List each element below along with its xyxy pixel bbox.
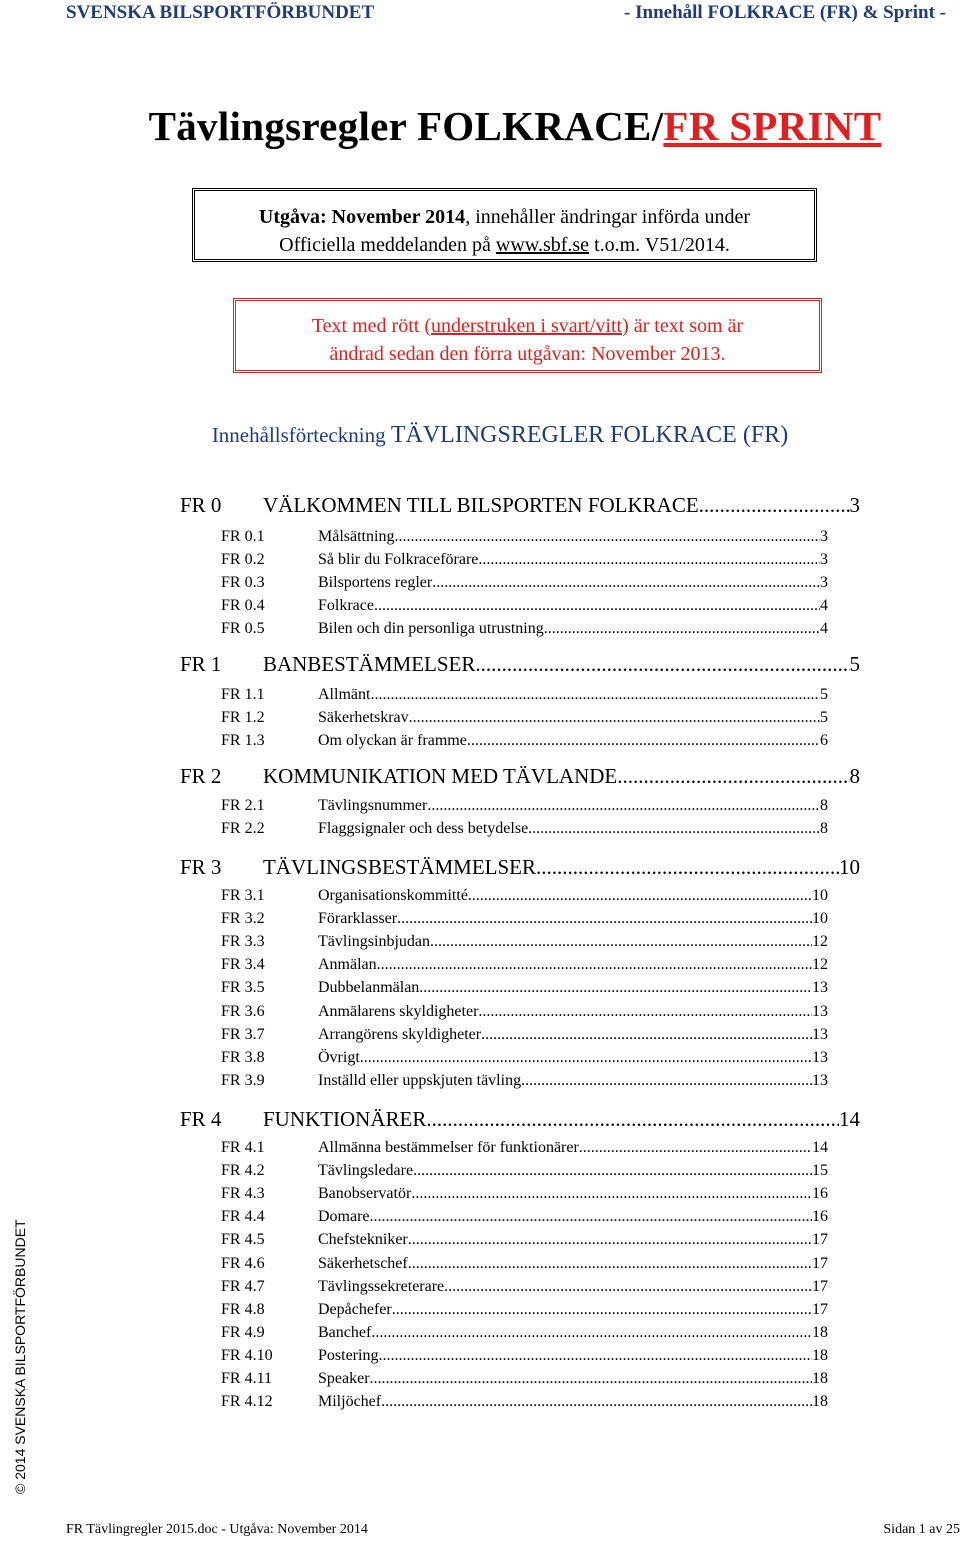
toc-subsection-page: 18	[812, 1346, 828, 1364]
toc-subsection-page: 13	[812, 1048, 828, 1066]
toc-section-title: BANBESTÄMMELSER	[263, 652, 476, 676]
toc-subsection[interactable]	[221, 933, 828, 955]
toc-subsection-title: Anmälarens skyldigheter	[318, 1002, 479, 1020]
toc-leader-dots	[468, 887, 812, 905]
toc-subsection[interactable]	[221, 1370, 828, 1392]
toc-subsection-number: FR 4.4	[221, 1208, 265, 1226]
toc-subsection-page: 18	[812, 1393, 828, 1411]
toc-subsection-title-row	[318, 1026, 828, 1044]
toc-subsection-title: Banobservatör	[318, 1185, 412, 1203]
toc-subsection-page: 18	[812, 1370, 828, 1387]
toc-subsection-number: FR 3.9	[221, 1071, 265, 1089]
toc-subsection-page: 17	[812, 1254, 828, 1272]
toc-subsection[interactable]	[221, 709, 828, 731]
toc-subsection-title: Tävlingsnummer	[318, 797, 428, 814]
toc-subsection[interactable]	[221, 1162, 828, 1184]
toc-subsection-number: FR 1.1	[221, 686, 265, 703]
toc-subsection[interactable]	[221, 1185, 828, 1207]
toc-subsection-title: Miljöchef	[318, 1393, 382, 1411]
toc-subsection[interactable]	[221, 1003, 828, 1025]
toc-subsection-title: Chefstekniker	[318, 1231, 408, 1249]
toc-subsection[interactable]	[221, 1278, 828, 1300]
toc-subsection-title: Målsättning	[318, 528, 395, 545]
toc-subsection-page: 3	[820, 551, 828, 569]
toc-section-1[interactable]	[180, 652, 860, 680]
toc-leader-dots	[378, 1347, 812, 1365]
toc-subsection-page: 16	[812, 1208, 828, 1226]
toc-subsection-number: FR 4.1	[221, 1139, 265, 1156]
toc-subsection-page: 4	[820, 620, 828, 638]
toc-subsection-page: 10	[812, 887, 828, 904]
toc-subsection-title: Arrangörens skyldigheter	[318, 1025, 482, 1043]
change-note-line2: ändrad sedan den förra utgåvan: November 2013.	[329, 343, 726, 365]
toc-subsection-title: Bilsportens regler	[318, 574, 433, 592]
toc-subsection-page: 17	[812, 1231, 828, 1249]
toc-subsection-page: 12	[812, 933, 828, 951]
toc-leader-dots	[532, 820, 820, 838]
toc-leader-dots	[408, 1231, 812, 1249]
toc-subsection-title: Flaggsignaler och dess betydelse.	[318, 820, 533, 838]
toc-subsection[interactable]	[221, 620, 828, 642]
toc-subsection-number: FR 4.5	[221, 1231, 265, 1249]
toc-leader-dots	[699, 493, 850, 518]
toc-subsection-number: FR 3.7	[221, 1025, 265, 1043]
toc-leader-dots	[360, 1049, 812, 1067]
toc-subsection-title-row	[318, 820, 828, 838]
toc-subsection[interactable]	[221, 574, 828, 596]
toc-leader-dots	[377, 956, 812, 974]
toc-subsection-number: FR 4.12	[221, 1393, 273, 1411]
toc-subsection-page: 6	[820, 732, 828, 750]
toc-subsection[interactable]	[221, 820, 828, 842]
toc-leader-dots	[617, 764, 849, 789]
toc-subsection-page: 14	[812, 1139, 828, 1156]
copyright-side	[10, 1164, 30, 1494]
footer-page-number: Sidan 1 av 25	[883, 1522, 960, 1537]
toc-subsection-number: FR 3.5	[221, 979, 265, 997]
toc-subsection-title-row	[318, 528, 828, 546]
toc-subsection-page: 3	[820, 574, 828, 592]
toc-section-title: TÄVLINGSBESTÄMMELSER	[263, 855, 537, 879]
change-note-post: ) är text som är	[622, 315, 744, 337]
toc-leader-dots	[419, 979, 812, 997]
toc-subsection[interactable]	[221, 1139, 828, 1161]
toc-subsection-title-row	[318, 933, 828, 951]
toc-subsection-title: Banchef	[318, 1323, 372, 1341]
toc-subsection-page: 13	[812, 1025, 828, 1043]
toc-subsection[interactable]	[221, 528, 828, 550]
toc-subsection-page: 17	[812, 1300, 828, 1318]
toc-section-number: FR 2	[180, 764, 222, 788]
toc-section-4[interactable]	[180, 1107, 860, 1135]
toc-subsection-page: 4	[820, 597, 828, 615]
toc-leader-dots	[408, 1255, 812, 1273]
toc-subsection-number: FR 3.3	[221, 933, 265, 951]
toc-subsection-number: FR 3.2	[221, 910, 265, 928]
toc-subsection[interactable]	[221, 597, 828, 619]
toc-subsection[interactable]	[221, 551, 828, 573]
footer-doc-info: FR Tävlingregler 2015.doc - Utgåva: November 2014	[66, 1522, 368, 1537]
toc-subsection-title-row	[318, 1301, 828, 1319]
toc-subsection[interactable]	[221, 1347, 828, 1369]
toc-subsection-page: 13	[812, 979, 828, 997]
toc-section-3[interactable]	[180, 855, 860, 883]
toc-subsection[interactable]	[221, 1049, 828, 1071]
toc-subsection[interactable]	[221, 732, 828, 754]
toc-leader-dots	[374, 597, 820, 615]
toc-section-page: 3	[849, 493, 860, 517]
title-red: FR SPRINT	[663, 103, 882, 149]
toc-leader-dots	[426, 1107, 839, 1132]
toc-subsection-number: FR 1.3	[221, 732, 265, 750]
toc-heading-small: Innehållsförteckning	[211, 423, 391, 447]
toc-subsection-title-row	[318, 686, 828, 704]
toc-section-title: FUNKTIONÄRER	[263, 1107, 427, 1131]
title-main: Tävlingsregler FOLKRACE/	[148, 103, 664, 149]
toc-subsection[interactable]	[221, 1072, 828, 1094]
toc-section-title-row	[263, 1107, 860, 1132]
edition-line2-post: t.o.m. V51/2014.	[589, 234, 730, 256]
sbf-link[interactable]: www.sbf.se	[495, 234, 590, 256]
toc-section-title-row	[263, 652, 860, 677]
toc-leader-dots	[478, 551, 820, 569]
document-title	[0, 102, 960, 150]
toc-section-2[interactable]	[180, 764, 860, 792]
toc-subsection-page: 18	[812, 1323, 828, 1341]
toc-subsection-title-row	[318, 1278, 828, 1296]
toc-subsection-title: Inställd eller uppskjuten tävling	[318, 1071, 522, 1089]
toc-section-number: FR 1	[180, 652, 222, 676]
toc-leader-dots	[481, 1026, 812, 1044]
toc-subsection-title: Depåchefer	[318, 1300, 392, 1318]
toc-subsection-page: 8	[820, 797, 828, 814]
toc-subsection-number: FR 0.4	[221, 597, 265, 615]
header-section: - Innehåll FOLKRACE (FR) & Sprint -	[624, 2, 946, 23]
edition-box	[192, 188, 817, 262]
toc-subsection-title: Anmälan	[318, 956, 377, 974]
toc-section-title-row	[263, 493, 860, 518]
toc-subsection-title-row	[318, 1347, 828, 1365]
toc-section-title-row	[263, 764, 860, 789]
toc-subsection-title: Allmänna bestämmelser för funktionärer	[318, 1139, 579, 1156]
toc-subsection-page: 5	[820, 686, 828, 703]
toc-subsection-title-row	[318, 551, 828, 569]
toc-subsection-title-row	[318, 887, 828, 905]
toc-leader-dots	[370, 1370, 812, 1388]
toc-subsection-page: 13	[812, 1071, 828, 1089]
toc-subsection-title-row	[318, 1208, 828, 1226]
toc-subsection-title-row	[318, 709, 828, 727]
toc-subsection-number: FR 4.9	[221, 1323, 265, 1341]
toc-subsection[interactable]	[221, 797, 828, 819]
toc-subsection-title-row	[318, 1049, 828, 1067]
toc-subsection-page: 15	[812, 1162, 828, 1180]
toc-subsection-page: 16	[812, 1185, 828, 1203]
toc-section-title: VÄLKOMMEN TILL BILSPORTEN FOLKRACE	[263, 493, 699, 517]
toc-subsection-page: 3	[820, 528, 828, 545]
toc-section-title-row	[263, 855, 860, 880]
toc-leader-dots	[544, 620, 820, 638]
toc-subsection[interactable]	[221, 686, 828, 708]
toc-subsection-number: FR 3.1	[221, 887, 265, 904]
toc-subsection-title-row	[318, 1324, 828, 1342]
toc-subsection-page: 10	[812, 910, 828, 928]
toc-subsection-title: Folkrace	[318, 597, 374, 615]
toc-subsection-number: FR 4.7	[221, 1277, 265, 1295]
toc-subsection-title-row	[318, 797, 828, 815]
toc-subsection-title-row	[318, 620, 828, 638]
toc-subsection-title: Dubbelanmälan	[318, 979, 420, 997]
toc-subsection-title: Om olyckan är framme	[318, 732, 467, 750]
header-organization: SVENSKA BILSPORTFÖRBUNDET	[66, 2, 375, 23]
toc-heading-big: TÄVLINGSREGLER FOLKRACE (FR)	[390, 422, 789, 448]
copyright-text: © 2014 SVENSKA BILSPORTFÖRBUNDET	[12, 1219, 28, 1494]
toc-subsection[interactable]	[221, 1324, 828, 1346]
toc-leader-dots	[521, 1072, 812, 1090]
toc-subsection-title: Allmänt	[318, 686, 371, 703]
toc-leader-dots	[427, 797, 820, 815]
toc-subsection-title: Tävlingssekreterare	[318, 1277, 445, 1295]
toc-subsection-title: Bilen och din personliga utrustning	[318, 620, 544, 638]
toc-subsection-number: FR 1.2	[221, 709, 265, 727]
toc-subsection-number: FR 0.3	[221, 574, 265, 592]
toc-subsection-title-row	[318, 1003, 828, 1021]
toc-subsection-title: Tävlingsinbjudan	[318, 933, 430, 951]
toc-leader-dots	[409, 709, 820, 727]
toc-subsection-page: 8	[820, 820, 828, 838]
toc-section-page: 8	[849, 764, 860, 788]
toc-subsection-number: FR 0.2	[221, 551, 265, 569]
toc-subsection[interactable]	[221, 910, 828, 932]
toc-leader-dots	[444, 1278, 812, 1296]
toc-subsection-title: Tävlingsledare	[318, 1162, 414, 1180]
toc-section-page: 14	[839, 1107, 860, 1131]
toc-subsection-page: 13	[812, 1002, 828, 1020]
toc-subsection[interactable]	[221, 1255, 828, 1277]
toc-subsection[interactable]	[221, 956, 828, 978]
toc-leader-dots	[467, 732, 820, 750]
toc-subsection-title-row	[318, 1185, 828, 1203]
toc-subsection-number: FR 4.2	[221, 1162, 265, 1180]
toc-subsection-number: FR 4.11	[221, 1370, 272, 1387]
toc-section-number: FR 0	[180, 493, 222, 517]
toc-subsection-number: FR 2.1	[221, 797, 265, 814]
toc-subsection-page: 5	[820, 709, 828, 727]
toc-leader-dots	[432, 574, 820, 592]
toc-subsection-title-row	[318, 732, 828, 750]
toc-subsection-title-row	[318, 1139, 828, 1157]
toc-leader-dots	[370, 686, 820, 704]
toc-subsection-title: Förarklasser	[318, 910, 398, 928]
toc-subsection-title-row	[318, 1255, 828, 1273]
toc-subsection-page: 12	[812, 956, 828, 974]
toc-subsection-title-row	[318, 574, 828, 592]
toc-leader-dots	[475, 652, 849, 677]
toc-subsection-title-row	[318, 1231, 828, 1249]
toc-subsection-title-row	[318, 1072, 828, 1090]
toc-leader-dots	[381, 1393, 812, 1411]
toc-subsection[interactable]	[221, 979, 828, 1001]
toc-subsection-title-row	[318, 1393, 828, 1411]
toc-subsection-title: Säkerhetskrav	[318, 709, 409, 727]
toc-subsection[interactable]	[221, 887, 828, 909]
toc-section-page: 5	[849, 652, 860, 676]
toc-leader-dots	[478, 1003, 812, 1021]
toc-subsection-title: Postering	[318, 1346, 379, 1364]
toc-subsection-number: FR 0.1	[221, 528, 265, 545]
toc-section-title: KOMMUNIKATION MED TÄVLANDE	[263, 764, 618, 788]
toc-subsection-title: Så blir du Folkraceförare	[318, 551, 479, 569]
change-note-box	[233, 298, 822, 373]
toc-section-number: FR 3	[180, 855, 222, 879]
toc-leader-dots	[394, 528, 820, 546]
edition-rest: , innehåller ändringar införda under	[465, 206, 751, 228]
toc-subsection[interactable]	[221, 1208, 828, 1230]
toc-leader-dots	[579, 1139, 812, 1157]
toc-subsection-title-row	[318, 1370, 828, 1388]
toc-subsection-title: Säkerhetschef	[318, 1254, 408, 1272]
toc-subsection-title-row	[318, 979, 828, 997]
toc-leader-dots	[397, 910, 812, 928]
toc-subsection-title-row	[318, 910, 828, 928]
toc-leader-dots	[430, 933, 812, 951]
toc-subsection-number: FR 2.2	[221, 820, 265, 838]
toc-subsection-number: FR 3.8	[221, 1048, 265, 1066]
toc-subsection-number: FR 4.8	[221, 1300, 265, 1318]
toc-subsection-number: FR 4.6	[221, 1254, 265, 1272]
toc-subsection-title: Domare	[318, 1208, 370, 1226]
edition-line2-pre: Officiella meddelanden på	[279, 234, 496, 256]
toc-heading	[0, 422, 960, 449]
toc-subsection[interactable]	[221, 1393, 828, 1415]
toc-section-0[interactable]	[180, 493, 860, 521]
toc-subsection-number: FR 0.5	[221, 620, 265, 638]
toc-subsection-title: Övrigt	[318, 1048, 360, 1066]
toc-subsection-title: Organisationskommitté	[318, 887, 468, 904]
toc-subsection-title-row	[318, 1162, 828, 1180]
change-note-pre: Text med rött (	[311, 315, 431, 337]
toc-subsection-title: Speaker	[318, 1370, 370, 1387]
change-note-underlined: understruken i svart/vitt	[430, 315, 623, 337]
toc-subsection-title-row	[318, 597, 828, 615]
toc-leader-dots	[370, 1208, 812, 1226]
toc-subsection-number: FR 3.6	[221, 1002, 265, 1020]
toc-section-number: FR 4	[180, 1107, 222, 1131]
toc-subsection-number: FR 3.4	[221, 956, 265, 974]
toc-section-page: 10	[839, 855, 860, 879]
toc-subsection-title-row	[318, 956, 828, 974]
edition-label: Utgåva: November 2014	[258, 206, 466, 228]
toc-leader-dots	[371, 1324, 812, 1342]
toc-leader-dots	[411, 1185, 812, 1203]
toc-leader-dots	[536, 855, 839, 880]
toc-leader-dots	[392, 1301, 812, 1319]
toc-subsection-number: FR 4.10	[221, 1346, 273, 1364]
toc-subsection-page: 17	[812, 1277, 828, 1295]
toc-leader-dots	[413, 1162, 812, 1180]
toc-subsection-number: FR 4.3	[221, 1185, 265, 1203]
toc-subsection[interactable]	[221, 1231, 828, 1253]
toc-subsection[interactable]	[221, 1026, 828, 1048]
toc-subsection[interactable]	[221, 1301, 828, 1323]
